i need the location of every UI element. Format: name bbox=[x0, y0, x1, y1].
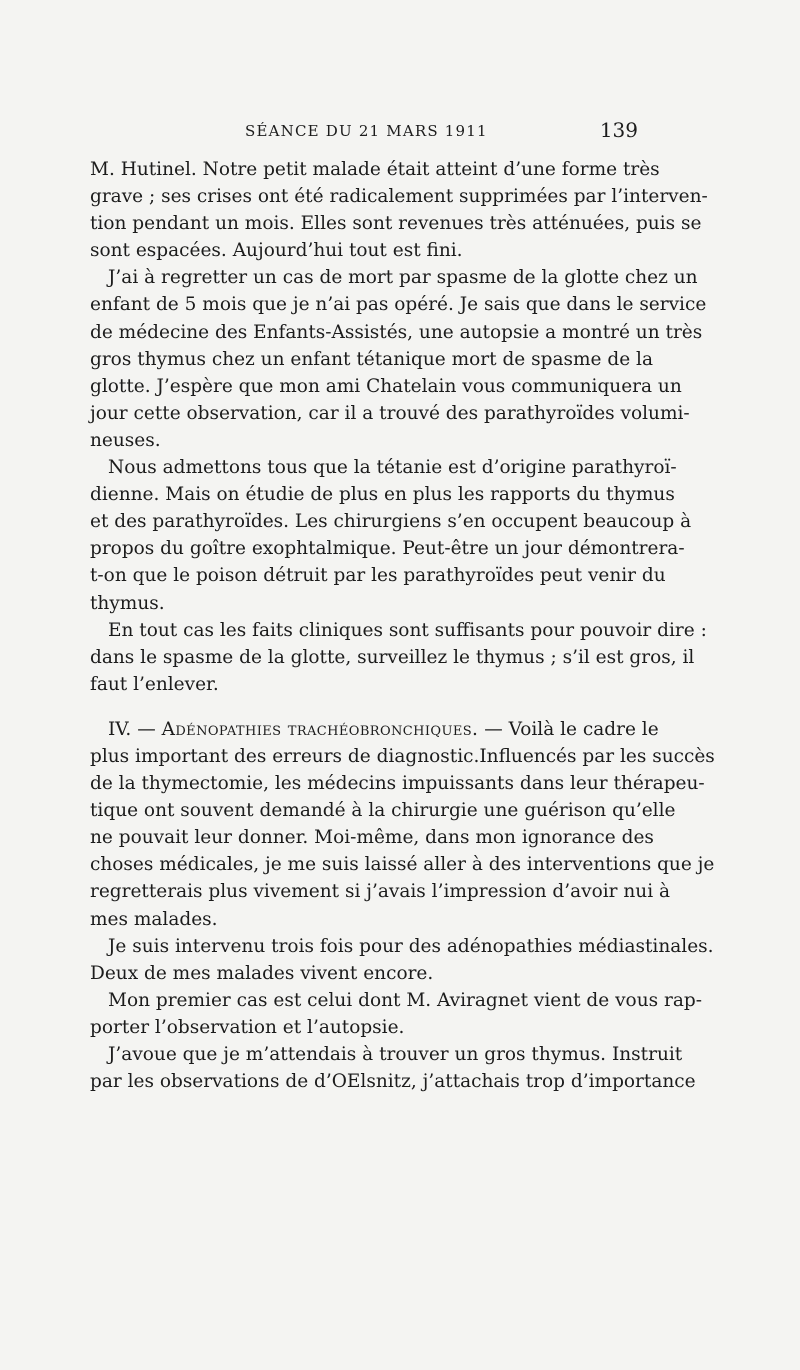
section-number: IV. — bbox=[108, 718, 156, 740]
text-line: propos du goître exophtalmique. Peut-être un jour démontrera- bbox=[90, 538, 685, 560]
text-line: par les observations de d’OElsnitz, j’attachais trop d’importance bbox=[90, 1071, 696, 1093]
paragraph bbox=[90, 987, 702, 1041]
text-line: choses médicales, je me suis laissé aller à des interventions que je bbox=[90, 854, 715, 876]
section-heading-line bbox=[90, 716, 659, 743]
text-line: de médecine des Enfants-Assistés, une autopsie a montré un très bbox=[90, 321, 703, 343]
page-number: 139 bbox=[599, 118, 638, 142]
text-line: Mon premier cas est celui dont M. Aviragnet vient de vous rap- bbox=[108, 989, 702, 1011]
section-spacer bbox=[90, 698, 638, 716]
running-header bbox=[90, 118, 638, 148]
text-line: dans le spasme de la glotte, surveillez le thymus ; s’il est gros, il bbox=[90, 646, 695, 668]
text-line: J’avoue que je m’attendais à trouver un gros thymus. Instruit bbox=[108, 1044, 683, 1065]
text-line: dienne. Mais on étudie de plus en plus les rapports du thymus bbox=[90, 484, 675, 506]
paragraph bbox=[90, 617, 707, 698]
header-title: SÉANCE DU 21 MARS 1911 bbox=[245, 122, 488, 140]
text-line: regretterais plus vivement si j’avais l’impression d’avoir nui à bbox=[90, 881, 671, 903]
text-line: enfant de 5 mois que je n’ai pas opéré. Je sais que dans le service bbox=[90, 294, 707, 316]
paragraph bbox=[90, 454, 692, 617]
text-line: faut l’enlever. bbox=[90, 673, 219, 695]
text-line: tion pendant un mois. Elles sont revenues très atténuées, puis se bbox=[90, 213, 702, 235]
text-line: M. Hutinel. Notre petit malade était atteint d’une forme très bbox=[90, 159, 660, 180]
text-line: Je suis intervenu trois fois pour des adénopathies médiastinales. bbox=[108, 935, 714, 957]
page-body bbox=[90, 156, 715, 1095]
text-line: jour cette observation, car il a trouvé des parathyroïdes volumi- bbox=[90, 402, 690, 424]
text-line: En tout cas les faits cliniques sont suffisants pour pouvoir dire : bbox=[108, 619, 707, 641]
paragraph bbox=[90, 933, 714, 987]
section-paragraph bbox=[90, 716, 715, 933]
text-line: de la thymectomie, les médecins impuissants dans leur thérapeu- bbox=[90, 773, 705, 795]
text-line: ne pouvait leur donner. Moi-même, dans mon ignorance des bbox=[90, 827, 654, 849]
text-line: t-on que le poison détruit par les parathyroïdes peut venir du bbox=[90, 565, 666, 587]
text-line: plus important des erreurs de diagnostic.Influencés par les succès bbox=[90, 745, 715, 767]
paragraph bbox=[90, 1041, 696, 1095]
text-line: thymus. bbox=[90, 592, 165, 614]
text-line: porter l’observation et l’autopsie. bbox=[90, 1016, 405, 1038]
text-line: mes malades. bbox=[90, 908, 218, 930]
text-line: grave ; ses crises ont été radicalement supprimées par l’interven- bbox=[90, 186, 708, 208]
paragraph bbox=[90, 264, 707, 454]
text-line: sont espacées. Aujourd’hui tout est fini. bbox=[90, 240, 463, 262]
paragraph bbox=[90, 156, 708, 264]
section-heading-continuation: — Voilà le cadre le bbox=[484, 718, 659, 740]
text-line: J’ai à regretter un cas de mort par spasme de la glotte chez un bbox=[108, 267, 698, 289]
text-line: neuses. bbox=[90, 429, 161, 451]
section-heading: Adénopathies trachéobronchiques. bbox=[161, 718, 479, 740]
text-line: et des parathyroïdes. Les chirurgiens s’en occupent beaucoup à bbox=[90, 511, 692, 533]
text-line: gros thymus chez un enfant tétanique mort de spasme de la bbox=[90, 348, 653, 370]
text-line: Deux de mes malades vivent encore. bbox=[90, 962, 434, 984]
text-line: glotte. J’espère que mon ami Chatelain vous communiquera un bbox=[90, 375, 682, 397]
text-line: tique ont souvent demandé à la chirurgie une guérison qu’elle bbox=[90, 800, 676, 822]
text-line: Nous admettons tous que la tétanie est d’origine parathyroï- bbox=[108, 457, 677, 479]
